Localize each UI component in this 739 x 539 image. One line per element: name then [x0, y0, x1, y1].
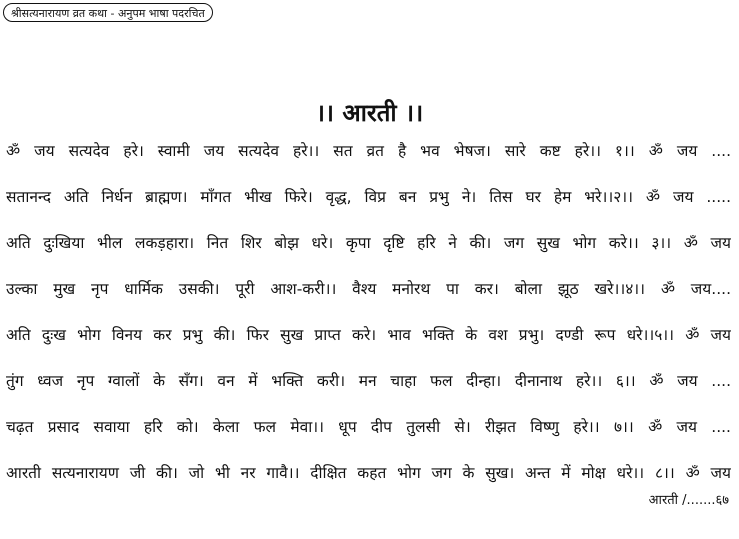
verse-line-1: ॐ जय सत्यदेव हरे। स्वामी जय सत्यदेव हरे।। सत व्रत है भव भेषज। सारे कष्ट हरे।। १।। ॐ जय ....	[6, 142, 731, 160]
verse-line-4: उल्का मुख नृप धार्मिक उसकी। पूरी आश-करी।। वैश्य मनोरथ पा कर। बोला झूठ खरे।।४।। ॐ जय....	[6, 280, 731, 298]
verse-line-2: सतानन्द अति निर्धन ब्राह्मण। माँगत भीख फिरे। वृद्ध, विप्र बन प्रभु ने। तिस घर हेम भरे।।२।। ॐ जय .....	[6, 188, 731, 206]
verse-line-8: आरती सत्यनारायण जी की। जो भी नर गावै।। दीक्षित कहत भोग जग के सुख। अन्त में मोक्ष धरे।। ८।। ॐ जय	[6, 464, 731, 482]
verse-line-6: तुंग ध्वज नृप ग्वालों के सँग। वन में भक्ति करी। मन चाहा फल दीन्हा। दीनानाथ हरे।। ६।। ॐ जय ....	[6, 372, 731, 390]
page-number: आरती /.......६७	[648, 493, 729, 508]
verse-line-7: चढ़त प्रसाद सवाया हरि को। केला फल मेवा।। धूप दीप तुलसी से। रीझत विष्णु हरे।। ७।। ॐ जय ....	[6, 418, 731, 436]
verse-list	[6, 138, 731, 506]
book-title-badge: श्रीसत्यनारायण व्रत कथा - अनुपम भाषा पदरचित	[3, 3, 213, 22]
page-title: ।। आरती ।।	[315, 99, 424, 127]
verse-line-5: अति दुःख भोग विनय कर प्रभु की। फिर सुख प्राप्त करे। भाव भक्ति के वश प्रभु। दण्डी रूप धरे।।५।। ॐ जय	[6, 326, 731, 344]
verse-line-3: अति दुःखिया भील लकड़हारा। नित शिर बोझ धरे। कृपा दृष्टि हरि ने की। जग सुख भोग करे।। ३।। ॐ जय	[6, 234, 731, 252]
